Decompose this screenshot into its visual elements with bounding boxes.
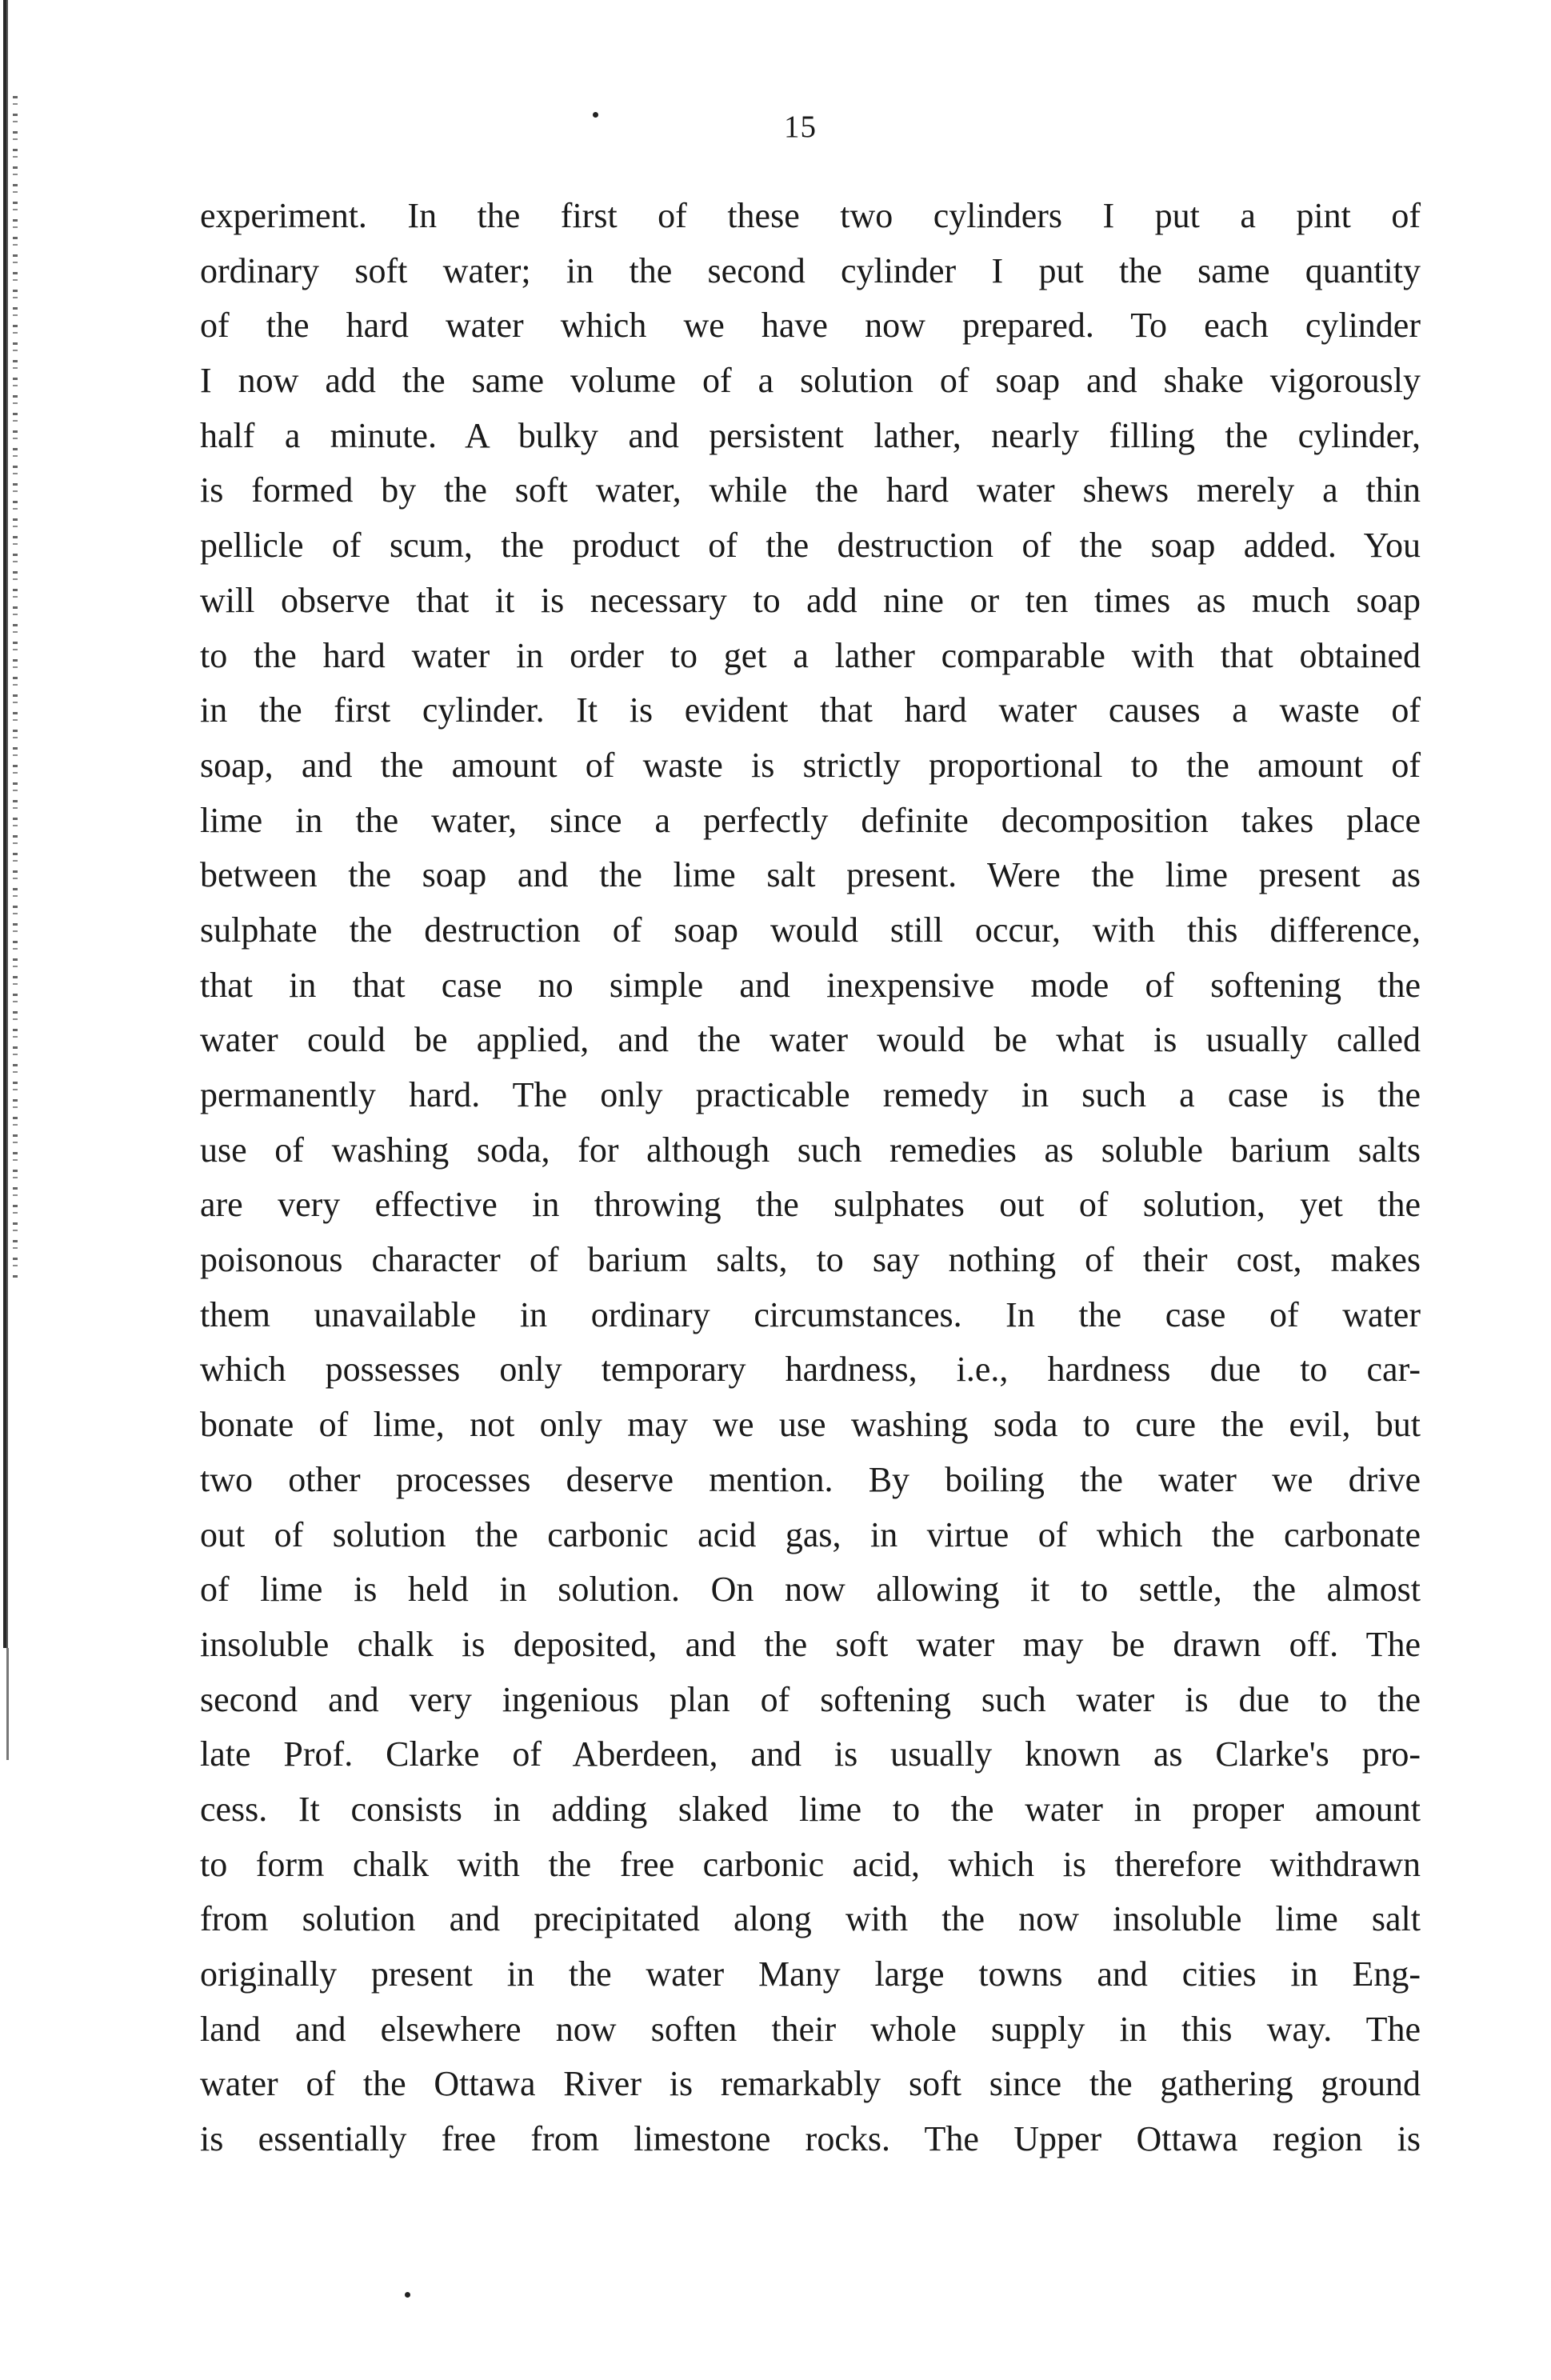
text-line: to the hard water in order to get a lather comparable with that obtained bbox=[200, 635, 1421, 675]
text-line: which possesses only temporary hardness, i.e., hardness due to car- bbox=[200, 1350, 1421, 1390]
text-line: pellicle of scum, the product of the destruction of the soap added. You bbox=[200, 526, 1421, 566]
text-line: ordinary soft water; in the second cylinder I put the same quantity bbox=[200, 250, 1421, 290]
text-line: between the soap and the lime salt present. Were the lime present as bbox=[200, 855, 1421, 895]
text-line: that in that case no simple and inexpensive mode of softening the bbox=[200, 965, 1421, 1005]
text-line: are very effective in throwing the sulphates out of solution, yet the bbox=[200, 1185, 1421, 1225]
text-line: out of solution the carbonic acid gas, in virtue of which the carbonate bbox=[200, 1514, 1421, 1554]
text-line: is formed by the soft water, while the hard water shews merely a thin bbox=[200, 470, 1421, 510]
text-line: poisonous character of barium salts, to say nothing of their cost, makes bbox=[200, 1240, 1421, 1280]
text-line: soap, and the amount of waste is strictly proportional to the amount of bbox=[200, 745, 1421, 785]
text-line: second and very ingenious plan of softening such water is due to the bbox=[200, 1679, 1421, 1719]
text-line: I now add the same volume of a solution of soap and shake vigorously bbox=[200, 361, 1421, 401]
text-line: use of washing soda, for although such remedies as soluble barium salts bbox=[200, 1130, 1421, 1170]
text-line: will observe that it is necessary to add nine or ten times as much soap bbox=[200, 580, 1421, 620]
text-line: half a minute. A bulky and persistent lather, nearly filling the cylinder, bbox=[200, 415, 1421, 455]
print-speck-top bbox=[593, 112, 598, 118]
text-line: late Prof. Clarke of Aberdeen, and is usually known as Clarke's pro- bbox=[200, 1734, 1421, 1774]
text-line: of lime is held in solution. On now allowing it to settle, the almost bbox=[200, 1570, 1421, 1610]
scan-binding-edge bbox=[3, 0, 11, 1648]
text-line: land and elsewhere now soften their whole supply in this way. The bbox=[200, 2009, 1421, 2049]
text-line: experiment. In the first of these two cylinders I put a pint of bbox=[200, 196, 1421, 235]
text-line: insoluble chalk is deposited, and the soft water may be drawn off. The bbox=[200, 1624, 1421, 1664]
text-line: in the first cylinder. It is evident that hard water causes a waste of bbox=[200, 690, 1421, 730]
text-line: them unavailable in ordinary circumstances. In the case of water bbox=[200, 1294, 1421, 1334]
text-line: bonate of lime, not only may we use washing soda to cure the evil, but bbox=[200, 1405, 1421, 1445]
text-line: to form chalk with the free carbonic acid, which is therefore withdrawn bbox=[200, 1844, 1421, 1884]
text-line: originally present in the water Many large towns and cities in Eng- bbox=[200, 1954, 1421, 1994]
text-line: sulphate the destruction of soap would still occur, with this difference, bbox=[200, 910, 1421, 950]
text-line: water of the Ottawa River is remarkably soft since the gathering ground bbox=[200, 2064, 1421, 2104]
text-line: two other processes deserve mention. By boiling the water we drive bbox=[200, 1459, 1421, 1499]
body-text bbox=[200, 189, 1421, 2167]
text-line: water could be applied, and the water would be what is usually called bbox=[200, 1020, 1421, 1060]
text-line: from solution and precipitated along with the now insoluble lime salt bbox=[200, 1899, 1421, 1939]
text-line: lime in the water, since a perfectly definite decomposition takes place bbox=[200, 800, 1421, 840]
page-number: 15 bbox=[784, 110, 817, 144]
print-speck-bottom bbox=[405, 2292, 410, 2298]
text-line: is essentially free from limestone rocks. The Upper Ottawa region is bbox=[200, 2119, 1421, 2159]
text-line: permanently hard. The only practicable remedy in such a case is the bbox=[200, 1075, 1421, 1114]
text-line: cess. It consists in adding slaked lime to the water in proper amount bbox=[200, 1789, 1421, 1829]
scan-binding-mark bbox=[6, 1648, 9, 1760]
text-line: of the hard water which we have now prepared. To each cylinder bbox=[200, 306, 1421, 346]
scan-binding-shadow bbox=[13, 96, 18, 1280]
